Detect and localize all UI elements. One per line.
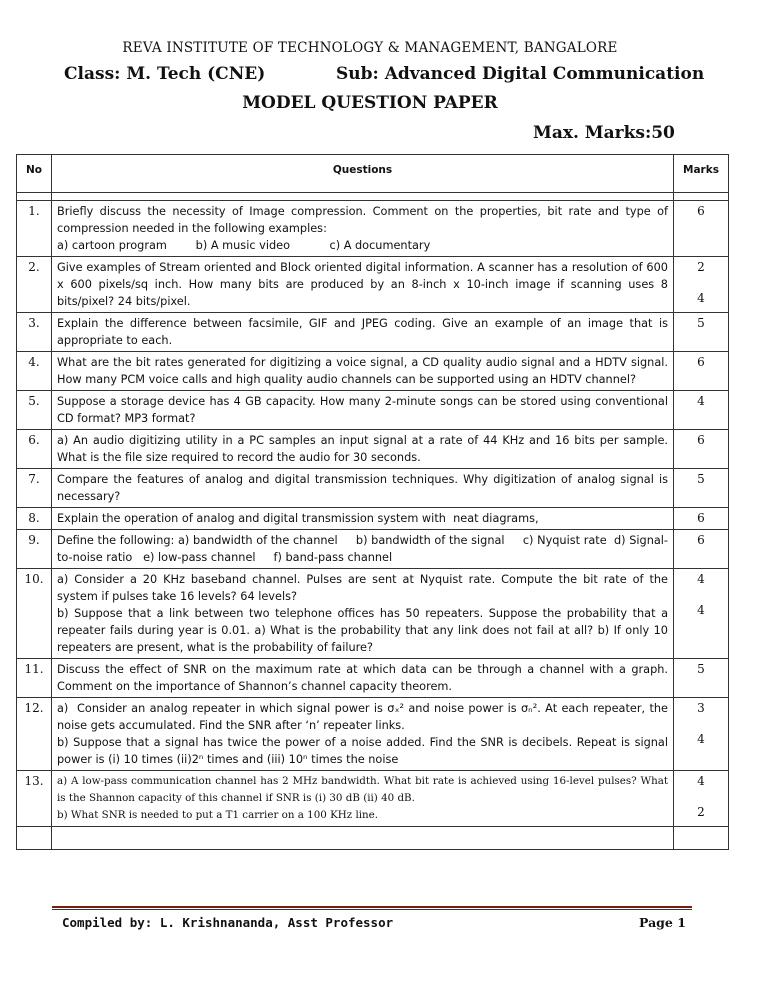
max-marks: Max. Marks:50 bbox=[533, 123, 675, 143]
marks-value: 5 bbox=[697, 316, 705, 330]
institute-name: REVA INSTITUTE OF TECHNOLOGY & MANAGEMENT, BANGALORE bbox=[122, 40, 618, 56]
empty-cell bbox=[52, 827, 674, 850]
question-number: 12. bbox=[17, 698, 52, 771]
question-row bbox=[17, 698, 729, 771]
question-paragraph: Discuss the effect of SNR on the maximum rate at which data can be through a channel with a graph. Comment on the importance of Shannon’s channel capacity theorem. bbox=[57, 663, 672, 693]
question-paragraph: a) cartoon program b) A music video c) A documentary bbox=[57, 239, 431, 252]
question-paragraph: Explain the operation of analog and digital transmission system with neat diagrams, bbox=[57, 512, 539, 525]
question-row bbox=[17, 313, 729, 352]
question-paragraph: a) A low-pass communication channel has 2 MHz bandwidth. What bit rate is achieved using 16-level pulses? What is the Shannon capacity of this channel if SNR is (i) 30 dB (ii) 40 dB. bbox=[57, 775, 672, 804]
question-row bbox=[17, 430, 729, 469]
col-header-questions: Questions bbox=[52, 155, 674, 193]
question-number: 9. bbox=[17, 530, 52, 569]
question-paragraph: What are the bit rates generated for digitizing a voice signal, a CD quality audio signal and a HDTV signal. How many PCM voice calls and high quality audio channels can be supported using an HDTV channel? bbox=[57, 356, 672, 386]
marks-value: 5 bbox=[697, 662, 705, 676]
empty-cell bbox=[674, 827, 729, 850]
question-text bbox=[52, 313, 674, 352]
question-row bbox=[17, 201, 729, 257]
question-paragraph: b) Suppose that a link between two telephone offices has 50 repeaters. Suppose the probability that a repeater fails during year is 0.01. a) What is the probability that any link does not fail at all? b) If only 10 repeaters are present, what is the probability of failure? bbox=[57, 607, 672, 654]
question-marks bbox=[674, 313, 729, 352]
question-paragraph: Give examples of Stream oriented and Block oriented digital information. A scanner has a resolution of 600 x 600 pixels/sq inch. How many bits are produced by an 8-inch x 10-inch image if scanning uses 8 bits/pixel? 24 bits/pixel. bbox=[57, 261, 672, 308]
marks-value: 6 bbox=[697, 433, 705, 447]
question-marks bbox=[674, 508, 729, 530]
marks-value: 4 bbox=[697, 394, 705, 408]
question-marks bbox=[674, 659, 729, 698]
marks-value: 3 bbox=[697, 701, 705, 715]
question-number: 1. bbox=[17, 201, 52, 257]
question-text bbox=[52, 201, 674, 257]
question-number: 4. bbox=[17, 352, 52, 391]
question-marks bbox=[674, 569, 729, 659]
question-table bbox=[16, 154, 729, 850]
empty-row bbox=[17, 827, 729, 850]
marks-value: 6 bbox=[697, 355, 705, 369]
question-number: 13. bbox=[17, 771, 52, 827]
page-number: Page 1 bbox=[639, 915, 686, 930]
question-marks bbox=[674, 201, 729, 257]
question-paragraph: b) What SNR is needed to put a T1 carrier on a 100 KHz line. bbox=[57, 809, 379, 821]
question-text bbox=[52, 508, 674, 530]
question-marks bbox=[674, 391, 729, 430]
question-marks bbox=[674, 469, 729, 508]
question-paragraph: a) Consider an analog repeater in which signal power is σₓ² and noise power is σₙ². At each repeater, the noise gets accumulated. Find the SNR after ‘n’ repeater links. bbox=[57, 702, 672, 732]
question-row bbox=[17, 391, 729, 430]
compiled-by: Compiled by: L. Krishnananda, Asst Professor bbox=[62, 915, 394, 930]
question-row bbox=[17, 508, 729, 530]
question-paragraph: Define the following: a) bandwidth of the channel b) bandwidth of the signal c) Nyquist rate d) Signal-to-noise ratio e) low-pass channel f) band-pass channel bbox=[57, 534, 668, 564]
marks-value: 5 bbox=[697, 472, 705, 486]
paper-title: MODEL QUESTION PAPER bbox=[242, 93, 498, 113]
question-paragraph: Compare the features of analog and digital transmission techniques. Why digitization of analog signal is necessary? bbox=[57, 473, 672, 503]
question-number: 2. bbox=[17, 257, 52, 313]
question-number: 8. bbox=[17, 508, 52, 530]
question-text bbox=[52, 569, 674, 659]
question-paragraph: Explain the difference between facsimile, GIF and JPEG coding. Give an example of an image that is appropriate to each. bbox=[57, 317, 672, 347]
marks-value: 4 bbox=[697, 774, 705, 788]
question-marks bbox=[674, 771, 729, 827]
marks-value: 4 bbox=[697, 572, 705, 586]
question-text bbox=[52, 391, 674, 430]
question-marks bbox=[674, 352, 729, 391]
question-paragraph: Suppose a storage device has 4 GB capacity. How many 2-minute songs can be stored using conventional CD format? MP3 format? bbox=[57, 395, 672, 425]
question-row bbox=[17, 469, 729, 508]
question-number: 3. bbox=[17, 313, 52, 352]
question-row bbox=[17, 569, 729, 659]
marks-value: 4 bbox=[697, 603, 705, 617]
question-row bbox=[17, 530, 729, 569]
marks-value: 4 bbox=[697, 732, 705, 746]
empty-cell bbox=[17, 827, 52, 850]
question-number: 5. bbox=[17, 391, 52, 430]
question-paragraph: b) Suppose that a signal has twice the power of a noise added. Find the SNR is decibels. Repeat is signal power is (i) 10 times (ii)2ⁿ times and (iii) 10ⁿ times the noise bbox=[57, 736, 672, 766]
col-header-marks: Marks bbox=[674, 155, 729, 193]
question-text bbox=[52, 257, 674, 313]
spacer-row bbox=[17, 193, 729, 201]
table-header-row bbox=[17, 155, 729, 193]
subject-label: Sub: Advanced Digital Communication bbox=[336, 64, 705, 84]
question-number: 7. bbox=[17, 469, 52, 508]
question-text bbox=[52, 698, 674, 771]
question-row bbox=[17, 771, 729, 827]
question-row bbox=[17, 257, 729, 313]
footer-rule-thin bbox=[52, 909, 692, 910]
marks-value: 4 bbox=[697, 291, 705, 305]
question-paragraph: Briefly discuss the necessity of Image compression. Comment on the properties, bit rate and type of compression needed in the following examples: bbox=[57, 205, 672, 235]
marks-value: 2 bbox=[697, 805, 705, 819]
question-row bbox=[17, 659, 729, 698]
question-paragraph: a) Consider a 20 KHz baseband channel. Pulses are sent at Nyquist rate. Compute the bit rate of the system if pulses take 16 levels? 64 levels? bbox=[57, 573, 672, 603]
question-text bbox=[52, 530, 674, 569]
question-marks bbox=[674, 430, 729, 469]
question-text bbox=[52, 771, 674, 827]
question-number: 10. bbox=[17, 569, 52, 659]
footer-rule bbox=[52, 906, 692, 908]
question-number: 6. bbox=[17, 430, 52, 469]
marks-value: 6 bbox=[697, 511, 705, 525]
question-marks bbox=[674, 698, 729, 771]
class-label: Class: M. Tech (CNE) bbox=[64, 64, 266, 84]
marks-value: 6 bbox=[697, 533, 705, 547]
question-paragraph: a) An audio digitizing utility in a PC samples an input signal at a rate of 44 KHz and 16 bits per sample. What is the file size required to record the audio for 30 seconds. bbox=[57, 434, 672, 464]
question-text bbox=[52, 469, 674, 508]
question-marks bbox=[674, 530, 729, 569]
question-marks bbox=[674, 257, 729, 313]
question-text bbox=[52, 430, 674, 469]
question-rows bbox=[17, 193, 729, 850]
question-text bbox=[52, 352, 674, 391]
marks-value: 2 bbox=[697, 260, 705, 274]
marks-value: 6 bbox=[697, 204, 705, 218]
col-header-no: No bbox=[17, 155, 52, 193]
question-number: 11. bbox=[17, 659, 52, 698]
question-text bbox=[52, 659, 674, 698]
question-row bbox=[17, 352, 729, 391]
